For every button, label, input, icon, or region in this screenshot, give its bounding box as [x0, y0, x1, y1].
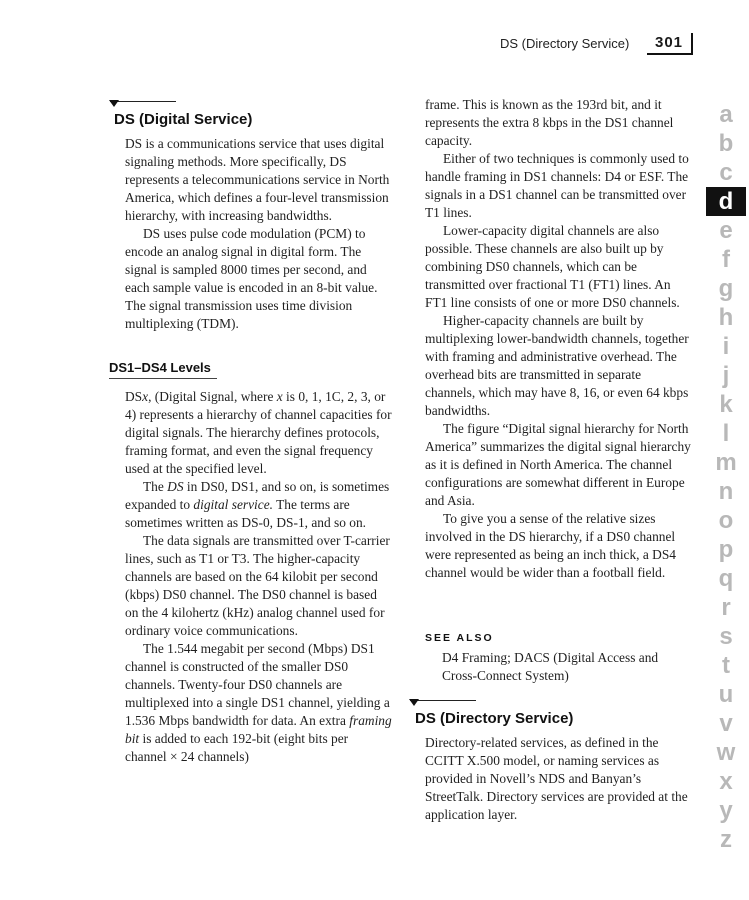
- header-rule-horizontal: [647, 53, 693, 55]
- paragraph: [125, 478, 393, 532]
- thumb-index-letter-c: c: [719, 159, 733, 186]
- subheading-rule: [109, 378, 217, 379]
- text-run: in DS0, DS1, and so on, is sometimes expanded to: [125, 479, 390, 512]
- thumb-index-letter-a: a: [719, 101, 733, 128]
- alphabet-thumb-index: [706, 100, 746, 854]
- thumb-index-letter-s: s: [719, 623, 733, 650]
- text-run: DS: [167, 479, 184, 494]
- thumb-index-letter-w: w: [716, 739, 736, 766]
- thumb-index-letter-t: t: [722, 652, 730, 679]
- running-header-title: DS (Directory Service): [500, 36, 630, 51]
- thumb-index-letter-i: i: [722, 333, 730, 360]
- text-run: is added to each 192-bit (eight bits per channel × 24 channels): [125, 731, 349, 764]
- text-run: x: [142, 389, 149, 404]
- thumb-index-letter-m: m: [715, 449, 737, 476]
- thumb-index-letter-k: k: [719, 391, 733, 418]
- thumb-index-letter-b: b: [718, 130, 734, 157]
- paragraph: The figure “Digital signal hierarchy for North America” summarizes the digital signal hierarchy as it is defined in North America. The channel configurations are somewhat different in Europe and Asia.: [425, 421, 691, 508]
- paragraph: Lower-capacity digital channels are also possible. These channels are also built up by combining DS0 channels, which can be transmitted over fractional T1 (FT1) lines. An FT1 line consists of one or more DS0 channels.: [425, 223, 680, 310]
- thumb-index-letter-y: y: [719, 797, 733, 824]
- paragraph: D4 Framing; DACS (Digital Access and Cross-Connect System): [442, 650, 659, 683]
- paragraph: Directory-related services, as defined in the CCITT X.500 model, or naming services as provided in Novell’s NDS and Banyan’s StreetTalk. Directory services are provided at the application layer.: [425, 735, 688, 822]
- thumb-index-letter-j: j: [722, 362, 730, 389]
- text-run: , (Digital Signal, where: [148, 389, 277, 404]
- text-run: The 1.544 megabit per second (Mbps) DS1 channel is constructed of the smaller DS0 channels. Twenty-four DS0 channels are multiplexed into a single DS1 channel, yielding a 1.536 Mbps bandwidth for data. An extra: [125, 641, 390, 728]
- text-run: framing bit: [125, 713, 392, 746]
- see-also-text: [442, 649, 692, 685]
- text-run: is 0, 1, 1C, 2, 3, or 4) represents a hierarchy of channel capacities for digital signals. The hierarchy defines protocols, framing format, and even the signal frequency used at the specified level.: [125, 389, 392, 476]
- thumb-index-letter-v: v: [719, 710, 733, 737]
- text-run: DS: [125, 389, 143, 404]
- see-also-label: SEE ALSO: [425, 632, 494, 644]
- paragraph: Higher-capacity channels are built by multiplexing lower-bandwidth channels, together with framing and administrative overhead. The overhead bits are transmitted in separate channels, which may have 8, 16, or even 64 kbps bandwidths.: [425, 313, 689, 418]
- thumb-index-letter-d: d: [706, 187, 746, 216]
- thumb-index-letter-g: g: [718, 275, 734, 302]
- entry-body-4: [425, 734, 691, 824]
- paragraph: To give you a sense of the relative sizes involved in the DS hierarchy, if a DS0 channel were represented as being an inch thick, a DS4 channel would be wider than a football field.: [425, 511, 676, 580]
- text-run: digital service.: [193, 497, 274, 512]
- header-rule-vertical: [691, 33, 693, 55]
- text-run: The terms are sometimes written as DS-0, DS-1, and so on.: [125, 497, 367, 530]
- paragraph: DS uses pulse code modulation (PCM) to encode an analog signal in digital form. The signal is sampled 8000 times per second, and each sample value is encoded in an 8-bit value. The signal transmission uses time division multiplexing (TDM).: [125, 226, 378, 331]
- entry-heading-digital-service: DS (Digital Service): [114, 111, 253, 128]
- thumb-index-letter-z: z: [720, 826, 732, 853]
- paragraph: DS is a communications service that uses digital signaling methods. More specifically, DS represents a telecommunications service in North America, which defines a four-level transmission hierarchy, with increasing bandwidths.: [125, 136, 390, 223]
- subheading-ds-levels: DS1–DS4 Levels: [109, 360, 211, 375]
- thumb-index-letter-u: u: [718, 681, 734, 708]
- thumb-index-letter-o: o: [718, 507, 734, 534]
- thumb-index-letter-f: f: [722, 246, 730, 273]
- entry-body-2: [125, 388, 393, 766]
- paragraph: [125, 640, 393, 766]
- thumb-index-letter-l: l: [722, 420, 730, 447]
- text-run: The: [143, 479, 168, 494]
- entry-body-1: [125, 135, 393, 333]
- paragraph: Either of two techniques is commonly used to handle framing in DS1 channels: D4 or ESF. The signals in a DS1 channel can be transmitted over T1 lines.: [425, 151, 689, 220]
- paragraph: [125, 388, 393, 478]
- thumb-index-letter-x: x: [719, 768, 733, 795]
- paragraph: frame. This is known as the 193rd bit, and it represents the extra 8 kbps in the DS1 channel capacity.: [425, 97, 674, 148]
- page-number: 301: [655, 34, 684, 51]
- thumb-index-letter-p: p: [718, 536, 734, 563]
- thumb-index-letter-r: r: [721, 594, 731, 621]
- thumb-index-letter-e: e: [719, 217, 733, 244]
- thumb-index-letter-n: n: [718, 478, 734, 505]
- thumb-index-letter-h: h: [718, 304, 734, 331]
- thumb-index-letter-q: q: [718, 565, 734, 592]
- text-run: x: [276, 389, 283, 404]
- entry-marker: [110, 101, 176, 102]
- paragraph: The data signals are transmitted over T-carrier lines, such as T1 or T3. The higher-capacity channels are based on the 64 kilobit per second (kbps) DS0 channel. The DS0 channel is based on the 4 kilohertz (kHz) analog channel used for ordinary voice communications.: [125, 533, 390, 638]
- entry-body-3: [425, 96, 691, 582]
- entry-heading-directory-service: DS (Directory Service): [415, 710, 574, 727]
- entry-marker: [410, 700, 476, 701]
